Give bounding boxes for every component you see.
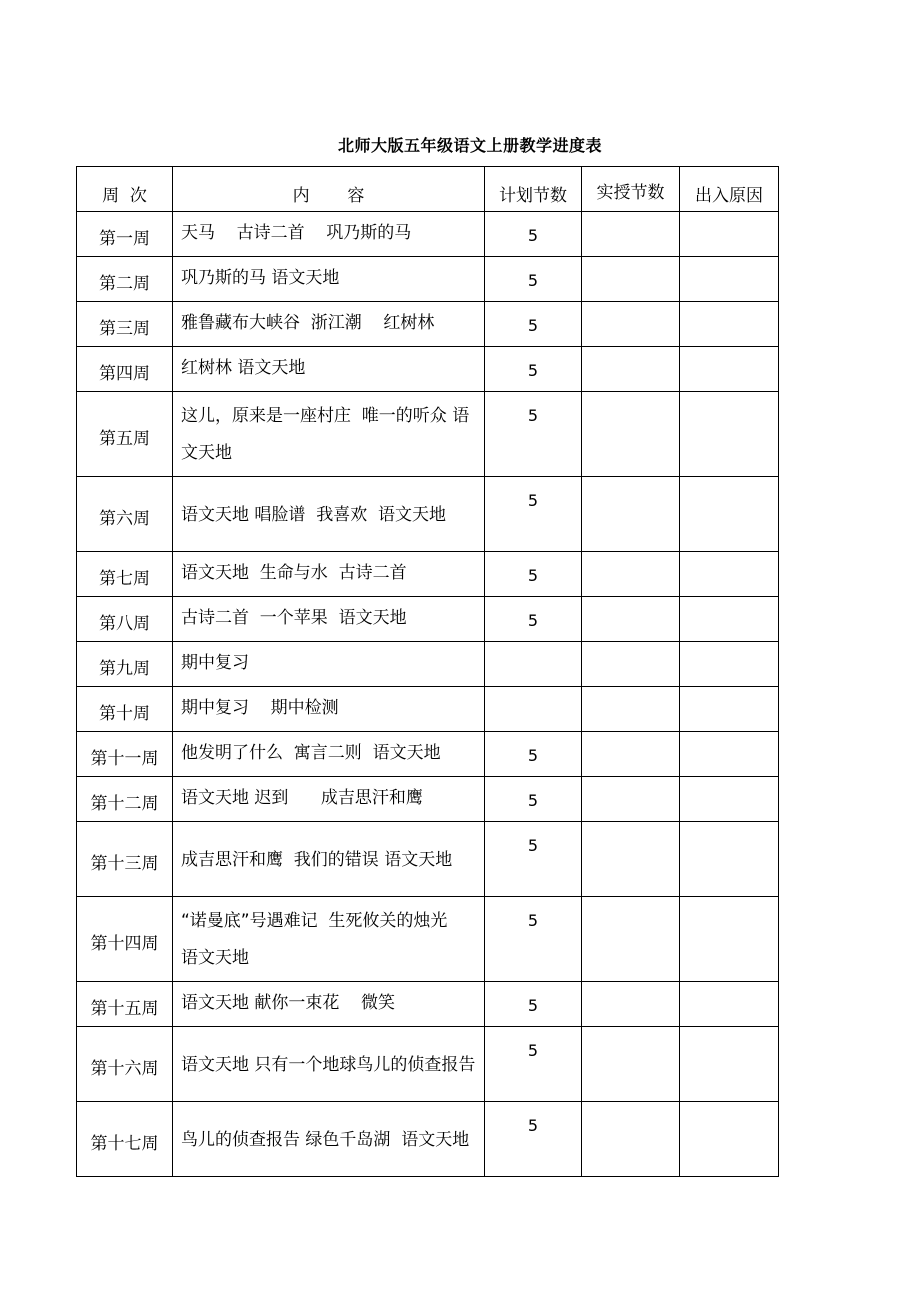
header-reason: 出入原因: [680, 167, 779, 212]
actual-cell: [582, 1102, 680, 1177]
planned-cell: 5: [485, 732, 582, 777]
planned-cell: 5: [485, 212, 582, 257]
week-cell: 第八周: [77, 597, 173, 642]
actual-cell: [582, 257, 680, 302]
table-row: [77, 777, 779, 822]
planned-cell: 5: [485, 347, 582, 392]
actual-cell: [582, 477, 680, 552]
actual-cell: [582, 982, 680, 1027]
actual-cell: [582, 212, 680, 257]
week-cell: 第六周: [77, 477, 173, 552]
reason-cell: [680, 257, 779, 302]
reason-cell: [680, 897, 779, 982]
week-cell: 第九周: [77, 642, 173, 687]
table-row: [77, 212, 779, 257]
actual-cell: [582, 597, 680, 642]
planned-cell: 5: [485, 982, 582, 1027]
table-row: [77, 822, 779, 897]
week-cell: 第十六周: [77, 1027, 173, 1102]
week-cell: 第十一周: [77, 732, 173, 777]
actual-cell: [582, 687, 680, 732]
table-header-row: [77, 167, 779, 212]
actual-cell: [582, 642, 680, 687]
table-row: [77, 347, 779, 392]
actual-cell: [582, 777, 680, 822]
content-cell: 他发明了什么 寓言二则 语文天地: [173, 732, 485, 777]
planned-cell: [485, 642, 582, 687]
planned-cell: 5: [485, 552, 582, 597]
table-row: [77, 257, 779, 302]
content-cell: “诺曼底”号遇难记 生死攸关的烛光 语文天地: [173, 897, 485, 982]
content-cell: 语文天地 只有一个地球鸟儿的侦查报告: [173, 1027, 485, 1102]
planned-cell: 5: [485, 597, 582, 642]
table-row: [77, 687, 779, 732]
content-cell: 古诗二首 一个苹果 语文天地: [173, 597, 485, 642]
reason-cell: [680, 1102, 779, 1177]
actual-cell: [582, 392, 680, 477]
reason-cell: [680, 687, 779, 732]
content-cell: 语文天地 唱脸谱 我喜欢 语文天地: [173, 477, 485, 552]
table-row: [77, 1027, 779, 1102]
actual-cell: [582, 347, 680, 392]
header-actual-lessons: 实授节数: [582, 167, 680, 212]
content-cell: 语文天地 生命与水 古诗二首: [173, 552, 485, 597]
content-cell: 成吉思汗和鹰 我们的错误 语文天地: [173, 822, 485, 897]
content-cell: 期中复习: [173, 642, 485, 687]
week-cell: 第十五周: [77, 982, 173, 1027]
week-cell: 第四周: [77, 347, 173, 392]
table-row: [77, 477, 779, 552]
week-cell: 第十四周: [77, 897, 173, 982]
table-row: [77, 897, 779, 982]
planned-cell: 5: [485, 897, 582, 982]
week-cell: 第一周: [77, 212, 173, 257]
content-cell: 雅鲁藏布大峡谷 浙江潮 红树林: [173, 302, 485, 347]
planned-cell: 5: [485, 822, 582, 897]
teaching-schedule-table: [76, 166, 779, 1177]
planned-cell: [485, 687, 582, 732]
reason-cell: [680, 347, 779, 392]
header-content: 内 容: [173, 167, 485, 212]
document-title: 北师大版五年级语文上册教学进度表: [337, 136, 602, 155]
header-week: 周 次: [77, 167, 173, 212]
content-cell: 语文天地 迟到 成吉思汗和鹰: [173, 777, 485, 822]
table-row: [77, 302, 779, 347]
reason-cell: [680, 212, 779, 257]
week-cell: 第五周: [77, 392, 173, 477]
planned-cell: 5: [485, 777, 582, 822]
table-row: [77, 552, 779, 597]
content-cell: 鸟儿的侦查报告 绿色千岛湖 语文天地: [173, 1102, 485, 1177]
week-cell: 第十周: [77, 687, 173, 732]
reason-cell: [680, 642, 779, 687]
planned-cell: 5: [485, 1102, 582, 1177]
reason-cell: [680, 302, 779, 347]
planned-cell: 5: [485, 257, 582, 302]
table-row: [77, 982, 779, 1027]
reason-cell: [680, 552, 779, 597]
actual-cell: [582, 897, 680, 982]
reason-cell: [680, 1027, 779, 1102]
table-row: [77, 732, 779, 777]
planned-cell: 5: [485, 477, 582, 552]
content-cell: 红树林 语文天地: [173, 347, 485, 392]
content-cell: 天马 古诗二首 巩乃斯的马: [173, 212, 485, 257]
week-cell: 第二周: [77, 257, 173, 302]
reason-cell: [680, 597, 779, 642]
reason-cell: [680, 477, 779, 552]
table-row: [77, 1102, 779, 1177]
actual-cell: [582, 1027, 680, 1102]
table-row: [77, 642, 779, 687]
table-row: [77, 597, 779, 642]
reason-cell: [680, 732, 779, 777]
content-cell: 期中复习 期中检测: [173, 687, 485, 732]
content-cell: 巩乃斯的马 语文天地: [173, 257, 485, 302]
planned-cell: 5: [485, 392, 582, 477]
reason-cell: [680, 392, 779, 477]
content-cell: 语文天地 献你一束花 微笑: [173, 982, 485, 1027]
content-cell: 这儿，原来是一座村庄 唯一的听众 语文天地: [173, 392, 485, 477]
week-cell: 第十二周: [77, 777, 173, 822]
week-cell: 第十七周: [77, 1102, 173, 1177]
planned-cell: 5: [485, 302, 582, 347]
reason-cell: [680, 822, 779, 897]
week-cell: 第七周: [77, 552, 173, 597]
actual-cell: [582, 732, 680, 777]
planned-cell: 5: [485, 1027, 582, 1102]
reason-cell: [680, 777, 779, 822]
actual-cell: [582, 302, 680, 347]
week-cell: 第三周: [77, 302, 173, 347]
week-cell: 第十三周: [77, 822, 173, 897]
header-planned-lessons: 计划节数: [485, 167, 582, 212]
reason-cell: [680, 982, 779, 1027]
actual-cell: [582, 552, 680, 597]
table-row: [77, 392, 779, 477]
actual-cell: [582, 822, 680, 897]
